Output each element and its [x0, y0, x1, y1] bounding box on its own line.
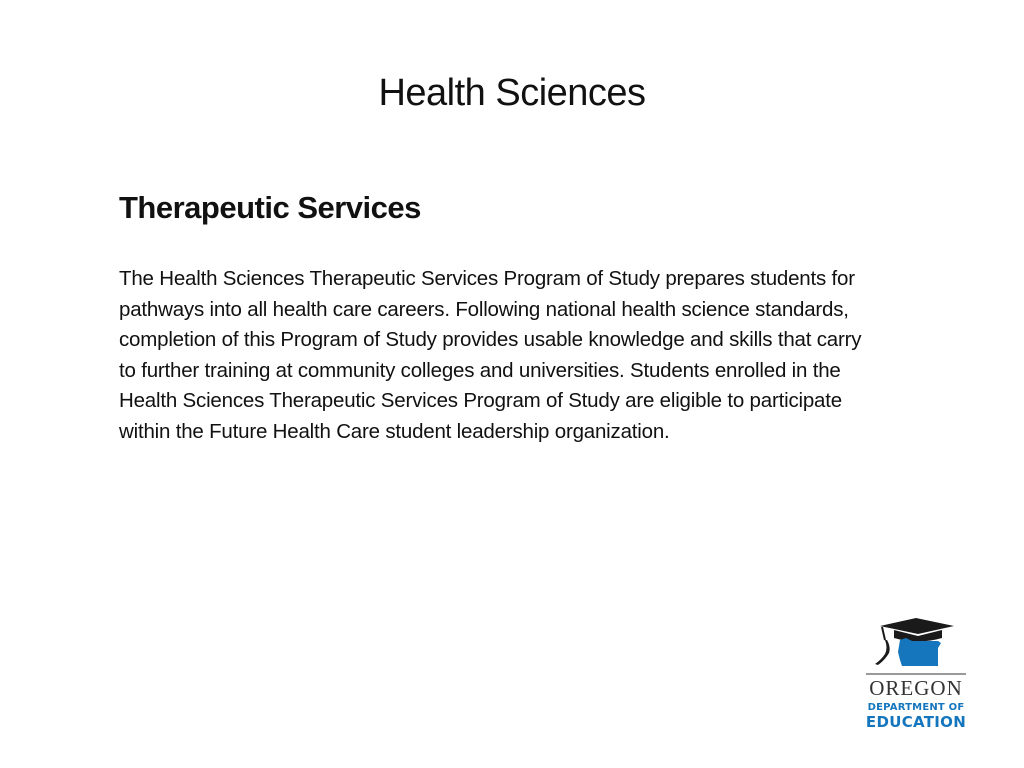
- oregon-department-of-education-logo: [862, 618, 970, 734]
- slide-title: Health Sciences: [378, 72, 646, 114]
- section-heading: Therapeutic Services: [119, 190, 421, 225]
- logo-department-text: DEPARTMENT OF: [867, 702, 965, 713]
- logo-divider: [866, 673, 966, 675]
- graduation-cap-oregon-map-icon: [872, 618, 960, 670]
- logo-oregon-text: OREGON: [869, 676, 963, 700]
- body-paragraph: The Health Sciences Therapeutic Services Program of Study prepares students for pathways into all health care careers. Following national health science standards, completion of this Program of Study provides usable knowledge and skills that carry to further training at community colleges and universities. Students enrolled in the Health Sciences Therapeutic Services Program of Study are eligible to participate within the Future Health Care student leadership organization.: [119, 267, 862, 443]
- logo-education-text: EDUCATION: [865, 713, 967, 731]
